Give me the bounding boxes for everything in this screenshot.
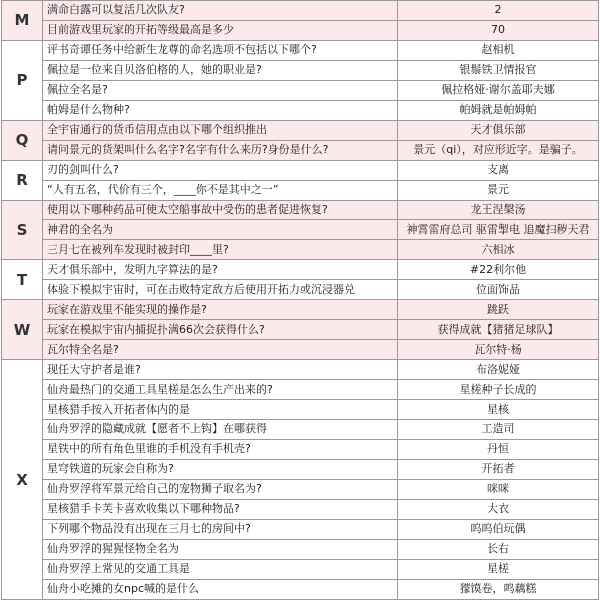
question-cell: 下列哪个物品没有出现在三月七的房间中? xyxy=(43,519,398,539)
table-row xyxy=(2,320,599,340)
answer-cell: 开拓者 xyxy=(398,459,599,479)
question-cell: 天才俱乐部中，发明九字算法的是? xyxy=(43,260,398,280)
table-row xyxy=(2,579,599,599)
answer-cell: 龙王涅槃汤 xyxy=(398,200,599,220)
question-cell: 佩拉是一位来自贝洛伯格的人，她的职业是? xyxy=(43,60,398,80)
answer-cell: 景元 xyxy=(398,180,599,200)
quiz-answer-table xyxy=(1,0,599,600)
table-row xyxy=(2,479,599,499)
table-row xyxy=(2,160,599,180)
answer-cell: 星槎 xyxy=(398,559,599,579)
table-row xyxy=(2,220,599,240)
table-row xyxy=(2,40,599,60)
answer-cell: 神霄雷府总司 驱雷掣电 追魔扫秽天君 xyxy=(398,220,599,240)
question-cell: 全宇宙通行的货币信用点由以下哪个组织推出 xyxy=(43,120,398,140)
section-letter: P xyxy=(2,40,43,120)
answer-cell: 獴馍卷，鸣藕糕 xyxy=(398,579,599,599)
table-row xyxy=(2,60,599,80)
question-cell: 神君的全名为 xyxy=(43,220,398,240)
section-letter: W xyxy=(2,300,43,360)
question-cell: 帕姆是什么物种? xyxy=(43,100,398,120)
question-cell: 目前游戏里玩家的开拓等级最高是多少 xyxy=(43,20,398,40)
answer-cell: 天才俱乐部 xyxy=(398,120,599,140)
table-row xyxy=(2,20,599,40)
table-row xyxy=(2,439,599,459)
table-row xyxy=(2,420,599,440)
question-cell: “人有五名，代价有三个，____你不是其中之一” xyxy=(43,180,398,200)
question-cell: 三月七在被列车发现时被封印____里? xyxy=(43,240,398,260)
answer-cell: 景元（qi），对应形近字。是骗子。 xyxy=(398,140,599,160)
section-letter: Q xyxy=(2,120,43,160)
table-row xyxy=(2,240,599,260)
table-row xyxy=(2,360,599,380)
section-letter: S xyxy=(2,200,43,260)
answer-cell: 布洛妮娅 xyxy=(398,360,599,380)
question-cell: 请问景元的货架叫什么名字?名字有什么来历?身份是什么? xyxy=(43,140,398,160)
section-letter: T xyxy=(2,260,43,300)
question-cell: 玩家在模拟宇宙内捕捉扑满66次会获得什么? xyxy=(43,320,398,340)
table-row xyxy=(2,260,599,280)
question-cell: 现任大守护者是谁? xyxy=(43,360,398,380)
answer-cell: 呜呜伯玩偶 xyxy=(398,519,599,539)
question-cell: 星核猎手按入开拓者体内的是 xyxy=(43,400,398,420)
table-row xyxy=(2,300,599,320)
question-cell: 仙舟罗浮上常见的交通工具是 xyxy=(43,559,398,579)
table-row xyxy=(2,499,599,519)
section-letter: X xyxy=(2,360,43,600)
answer-cell: 2 xyxy=(398,1,599,21)
section-letter: R xyxy=(2,160,43,200)
question-cell: 佩拉全名是? xyxy=(43,80,398,100)
question-cell: 星穹铁道的玩家会自称为? xyxy=(43,459,398,479)
answer-cell: 大衣 xyxy=(398,499,599,519)
answer-cell: 瓦尔特·杨 xyxy=(398,340,599,360)
answer-cell: 咪咪 xyxy=(398,479,599,499)
question-cell: 评书奇谭任务中给新生龙尊的命名选项不包括以下哪个? xyxy=(43,40,398,60)
section-letter: M xyxy=(2,1,43,41)
answer-cell: 星核 xyxy=(398,400,599,420)
answer-cell: 位面饰品 xyxy=(398,280,599,300)
table-row xyxy=(2,459,599,479)
question-cell: 玩家在游戏里不能实现的操作是? xyxy=(43,300,398,320)
question-cell: 星铁中的所有角色里谁的手机没有手机壳? xyxy=(43,439,398,459)
table-row xyxy=(2,380,599,400)
table-row xyxy=(2,539,599,559)
table-row xyxy=(2,180,599,200)
answer-cell: 帕姆就是帕姆帕 xyxy=(398,100,599,120)
answer-cell: 银鬃铁卫情报官 xyxy=(398,60,599,80)
question-cell: 满命白露可以复活几次队友? xyxy=(43,1,398,21)
table-row xyxy=(2,200,599,220)
answer-cell: 星槎种子长成的 xyxy=(398,380,599,400)
question-cell: 瓦尔特全名是? xyxy=(43,340,398,360)
answer-cell: 工造司 xyxy=(398,420,599,440)
table-row xyxy=(2,280,599,300)
question-cell: 仙舟罗浮将军景元给自己的宠物狮子取名为? xyxy=(43,479,398,499)
table-row xyxy=(2,120,599,140)
question-cell: 仙舟罗浮的猩猩怪物全名为 xyxy=(43,539,398,559)
question-cell: 仙舟小吃摊的女npc喊的是什么 xyxy=(43,579,398,599)
answer-cell: 支离 xyxy=(398,160,599,180)
answer-cell: 70 xyxy=(398,20,599,40)
answer-cell: 丹恒 xyxy=(398,439,599,459)
table-row xyxy=(2,140,599,160)
answer-cell: 赵相机 xyxy=(398,40,599,60)
table-row xyxy=(2,400,599,420)
table-row xyxy=(2,559,599,579)
answer-cell: 六相冰 xyxy=(398,240,599,260)
question-cell: 仙舟罗浮的隐藏成就【愿者不上钩】在哪获得 xyxy=(43,420,398,440)
question-cell: 刃的剑叫什么? xyxy=(43,160,398,180)
question-cell: 仙舟最热门的交通工具星槎是怎么生产出来的? xyxy=(43,380,398,400)
question-cell: 星核猎手卡芙卡喜欢收集以下哪种物品? xyxy=(43,499,398,519)
answer-cell: #22利尔他 xyxy=(398,260,599,280)
answer-cell: 佩拉格娅·谢尔盖耶夫娜 xyxy=(398,80,599,100)
answer-cell: 长右 xyxy=(398,539,599,559)
question-cell: 使用以下哪种药品可使太空船事故中受伤的患者促进恢复? xyxy=(43,200,398,220)
question-cell: 体验下模拟宇宙时，可在击败特定敌方后使用开拓力或沉浸器兑 xyxy=(43,280,398,300)
answer-cell: 跳跃 xyxy=(398,300,599,320)
table-row xyxy=(2,519,599,539)
answer-cell: 获得成就【猪猪足球队】 xyxy=(398,320,599,340)
table-row xyxy=(2,80,599,100)
table-row xyxy=(2,340,599,360)
table-row xyxy=(2,100,599,120)
table-row xyxy=(2,1,599,21)
